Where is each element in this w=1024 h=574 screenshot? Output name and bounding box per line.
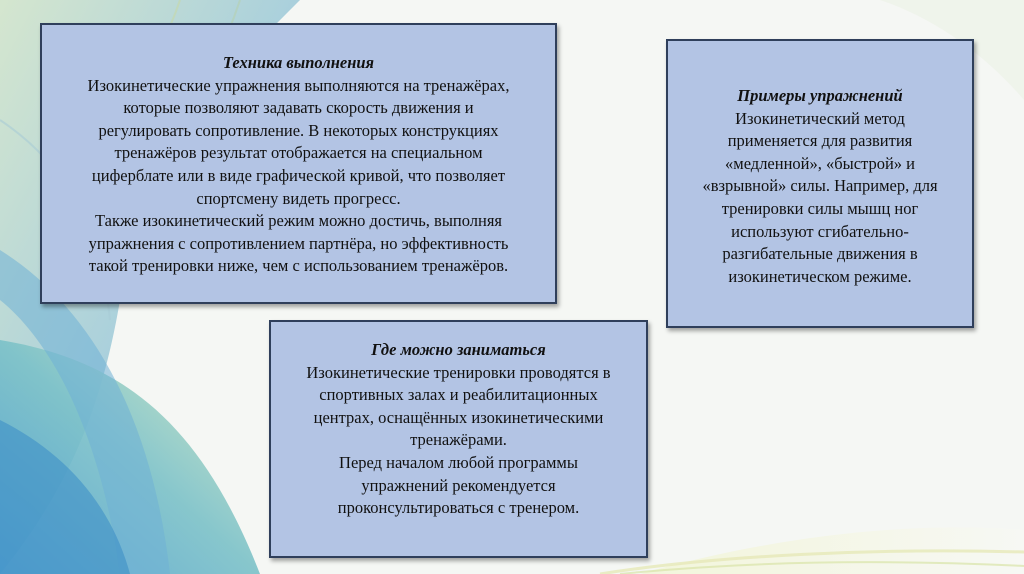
examples-line: тренировки силы мышц ног — [721, 198, 919, 218]
technique-line: тренажёров результат отображается на специальном — [114, 143, 483, 163]
examples-line: изокинетическом режиме. — [728, 266, 912, 286]
where-to-train-card — [269, 320, 648, 558]
technique-card — [40, 23, 557, 304]
technique-line: регулировать сопротивление. В некоторых конструкциях — [98, 120, 499, 140]
technique-line: циферблате или в виде графической кривой, что позволяет — [91, 165, 506, 185]
technique-line: Также изокинетический режим можно достичь, выполняя — [94, 211, 503, 231]
where-line: Изокинетические тренировки проводятся в — [306, 362, 611, 382]
where-line: Перед началом любой программы — [339, 452, 578, 472]
where-line: центрах, оснащённых изокинетическими — [313, 407, 604, 427]
examples-line: используют сгибательно- — [731, 221, 909, 241]
technique-line: такой тренировки ниже, чем с использованием тренажёров. — [88, 256, 509, 276]
where-line: тренажёрами. — [410, 430, 507, 450]
where-title: Где можно заниматься — [371, 340, 546, 359]
where-line: проконсультироваться с тренером. — [337, 498, 580, 518]
examples-line: Изокинетический метод — [735, 108, 905, 128]
where-line: упражнений рекомендуется — [361, 475, 556, 495]
examples-card — [666, 39, 974, 328]
technique-line: Изокинетические упражнения выполняются на тренажёрах, — [87, 75, 510, 95]
technique-line: спортсмену видеть прогресс. — [196, 188, 401, 208]
where-line: спортивных залах и реабилитационных — [319, 385, 598, 405]
examples-line: «медленной», «быстрой» и — [725, 153, 915, 173]
examples-line: «взрывной» силы. Например, для — [702, 176, 938, 196]
technique-title: Техника выполнения — [222, 53, 375, 72]
examples-line: разгибательные движения в — [722, 244, 918, 264]
technique-line: которые позволяют задавать скорость движения и — [123, 98, 474, 118]
examples-line: применяется для развития — [727, 131, 913, 151]
examples-title: Примеры упражнений — [737, 86, 903, 105]
technique-line: упражнения с сопротивлением партнёра, но эффективность — [88, 233, 509, 253]
